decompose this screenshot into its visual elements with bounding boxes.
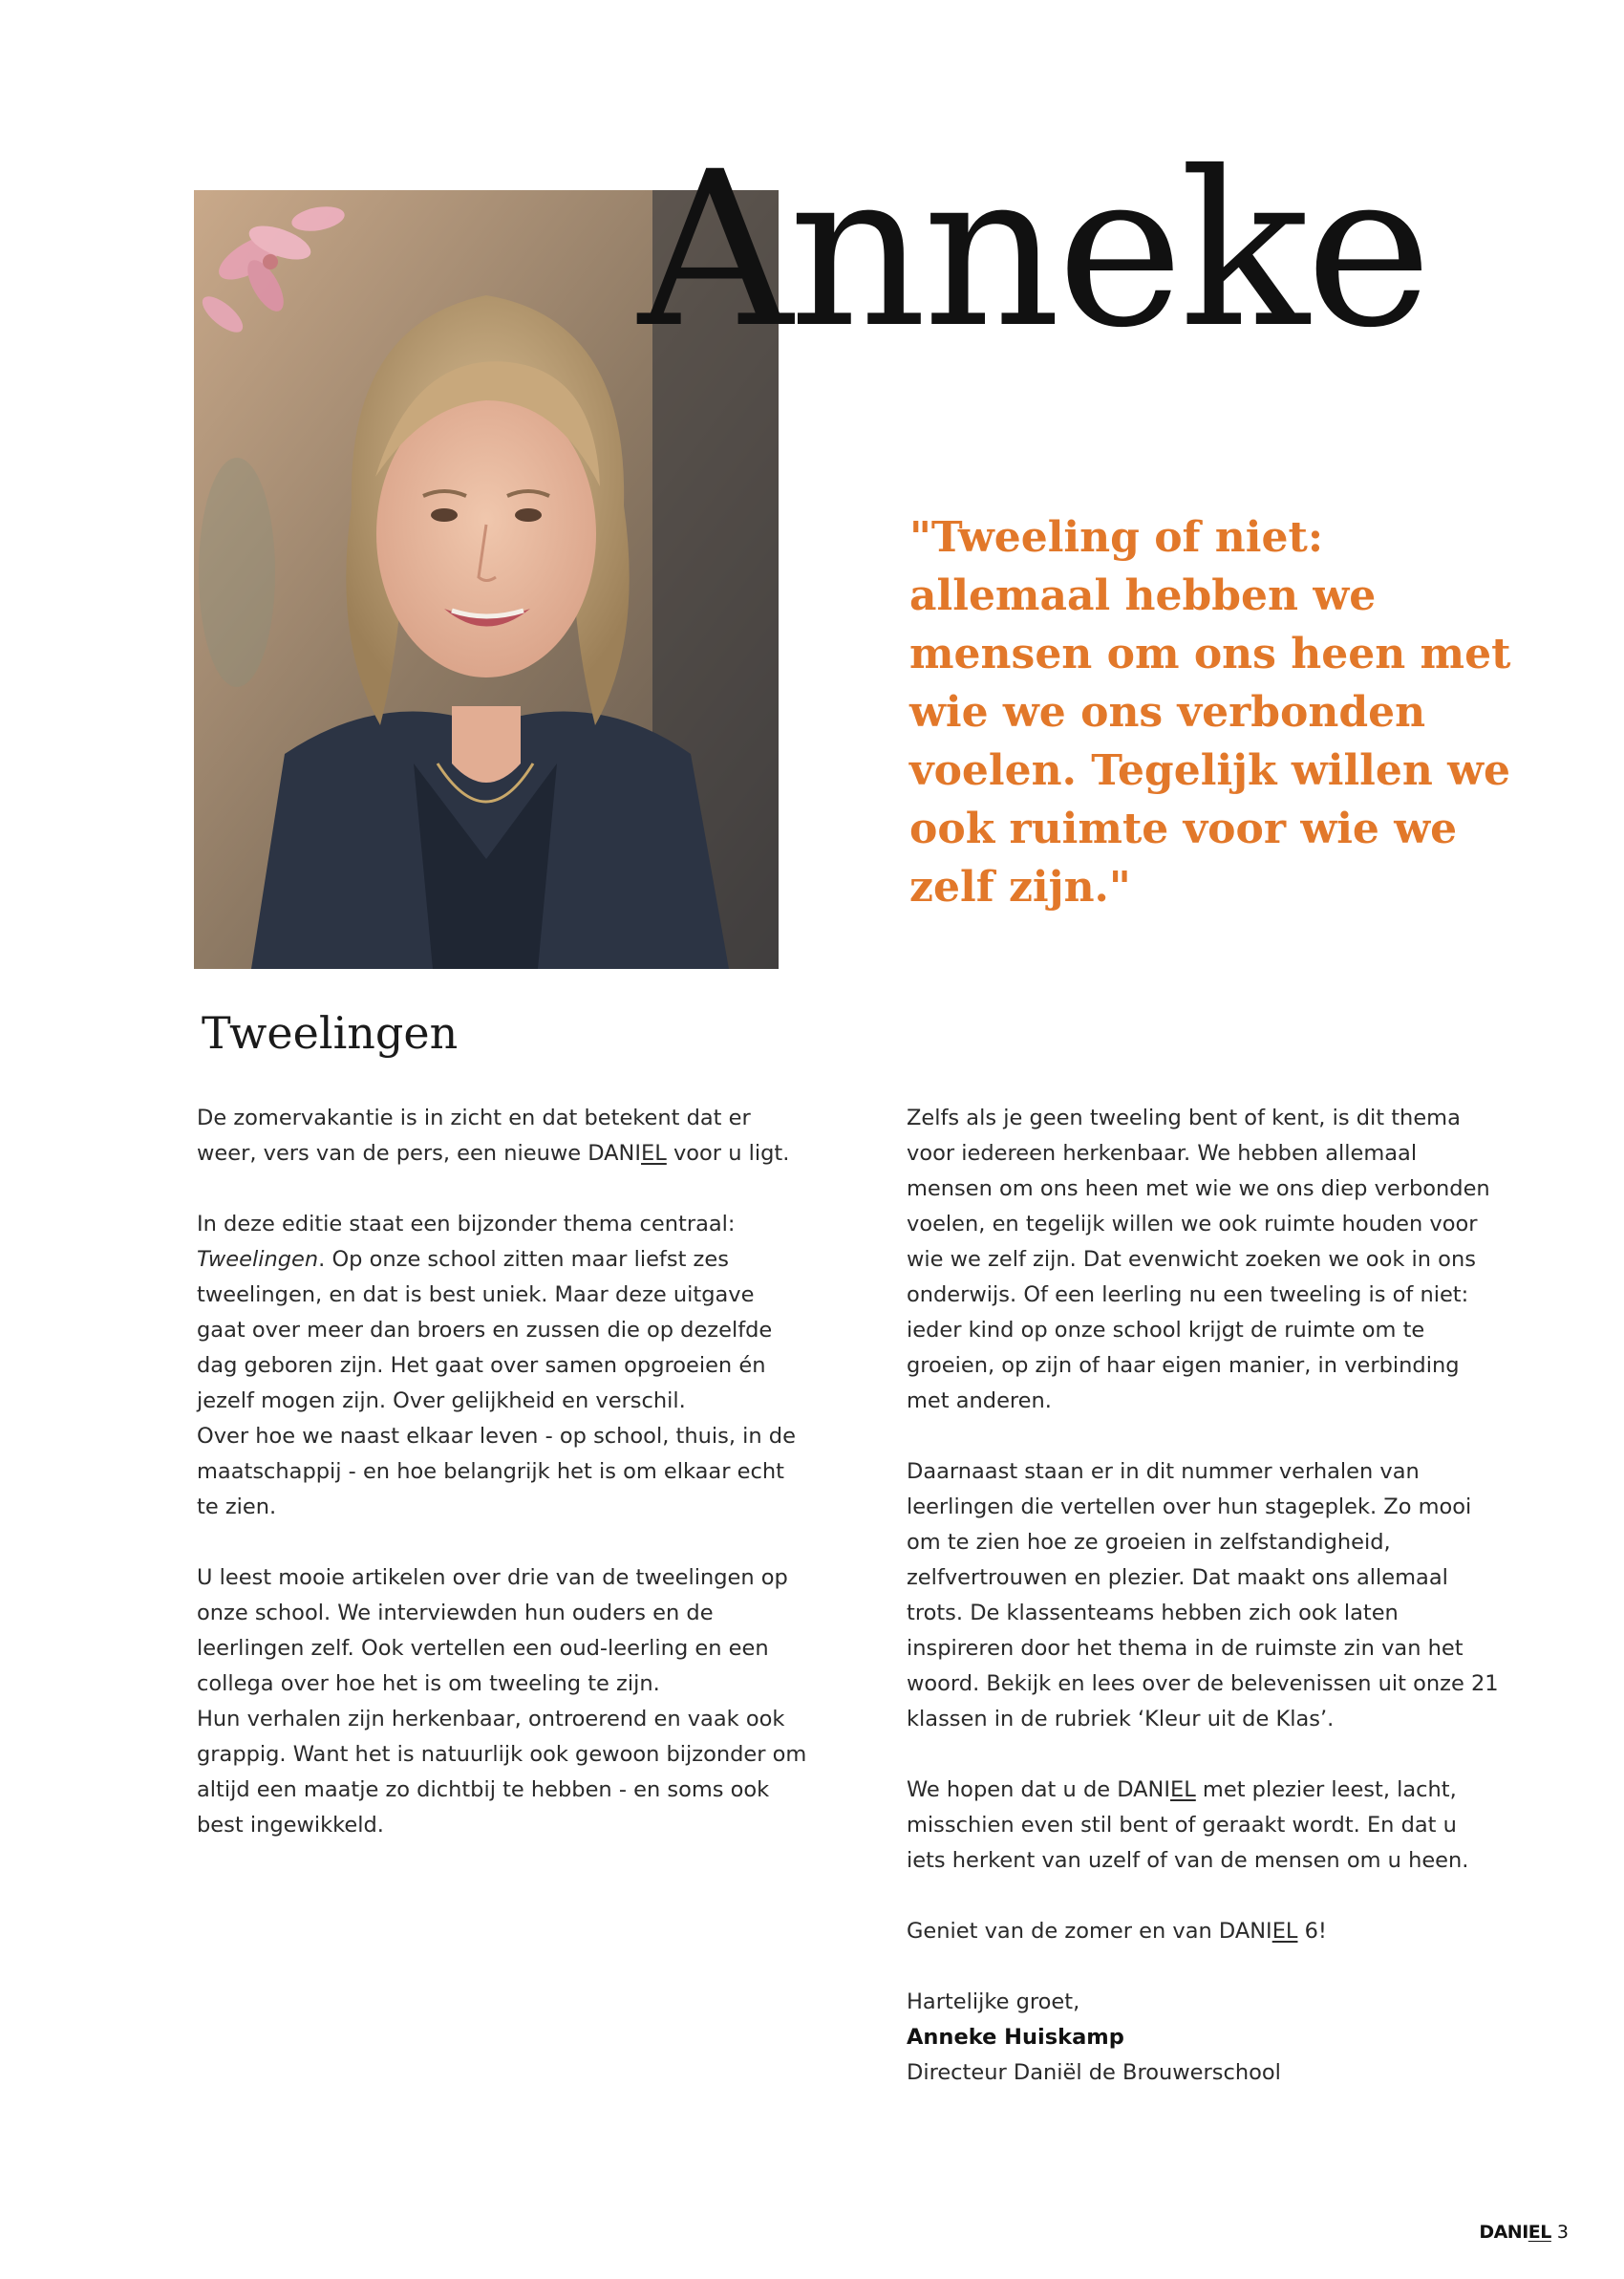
signature-block [907,1985,1499,2091]
page-number: 3 [1556,2222,1569,2243]
paragraph-theme-continued: Over hoe we naast elkaar leven - op school, thuis, in de maatschappij - en hoe belangrijk het is om elkaar echt te zien. [197,1424,796,1519]
signer-name: Anneke Huiskamp [907,2025,1124,2050]
pull-quote: "Tweeling of niet: allemaal hebben we mensen om ons heen met wie we ons verbonden voelen. Tegelijk willen we ook ruimte voor wie we zelf zijn." [909,513,1511,912]
paragraph-articles: U leest mooie artikelen over drie van de tweelingen op onze school. We interviewden hun ouders en de leerlingen zelf. Ook vertellen een oud-leerling en een collega over hoe het is om tweeling te zijn. [197,1565,788,1696]
right-column [907,1101,1499,2091]
paragraph-hope: We hopen dat u de DANIEL met plezier leest, lacht, misschien even stil bent of geraakt wordt. En dat u iets herkent van uzelf of van de mensen om u heen. [907,1777,1469,1873]
signer-role: Directeur Daniël de Brouwerschool [907,2060,1281,2085]
paragraph-intro: De zomervakantie is in zicht en dat betekent dat er weer, vers van de pers, een nieuwe DANIEL voor u ligt. [197,1106,790,1166]
left-column [197,1101,808,1879]
page-footer [1479,2222,1569,2243]
greeting: Hartelijke groet, [907,1989,1080,2014]
paragraph-internships: Daarnaast staan er in dit nummer verhalen van leerlingen die vertellen over hun stageplek. Zo mooi om te zien hoe ze groeien in zelfstandigheid, zelfvertrouwen en plezier. Dat maakt ons allemaal trots. De klassenteams hebben zich ook laten inspireren door het thema in de ruimste zin van het woord. Bekijk en lees over de belevenissen uit onze 21 klassen in de rubriek ‘Kleur uit de Klas’. [907,1459,1499,1731]
page-title: Anneke [638,125,1429,375]
paragraph-summer: Geniet van de zomer en van DANIEL 6! [907,1919,1327,1944]
paragraph-recognizable: Zelfs als je geen tweeling bent of kent, is dit thema voor iedereen herkenbaar. We hebben allemaal mensen om ons heen met wie we ons diep verbonden voelen, en tegelijk willen we ook ruimte houden voor wie we zelf zijn. Dat evenwicht zoeken we ook in ons onderwijs. Of een leerling nu een tweeling is of niet: ieder kind op onze school krijgt de ruimte om te groeien, op zijn of haar eigen manier, in verbinding met anderen. [907,1106,1490,1413]
section-heading: Tweelingen [202,1007,459,1059]
paragraph-stories: Hun verhalen zijn herkenbaar, ontroerend en vaak ook grappig. Want het is natuurlijk ook gewoon bijzonder om altijd een maatje zo dichtbij te hebben - en soms ook best ingewikkeld. [197,1707,807,1838]
magazine-brand: DANIEL [1479,2222,1551,2243]
paragraph-theme: In deze editie staat een bijzonder thema centraal: Tweelingen. Op onze school zitten maar liefst zes tweelingen, en dat is best uniek. Maar deze uitgave gaat over meer dan broers en zussen die op dezelfde dag geboren zijn. Het gaat over samen opgroeien én jezelf mogen zijn. Over gelijkheid en verschil. [197,1212,773,1413]
